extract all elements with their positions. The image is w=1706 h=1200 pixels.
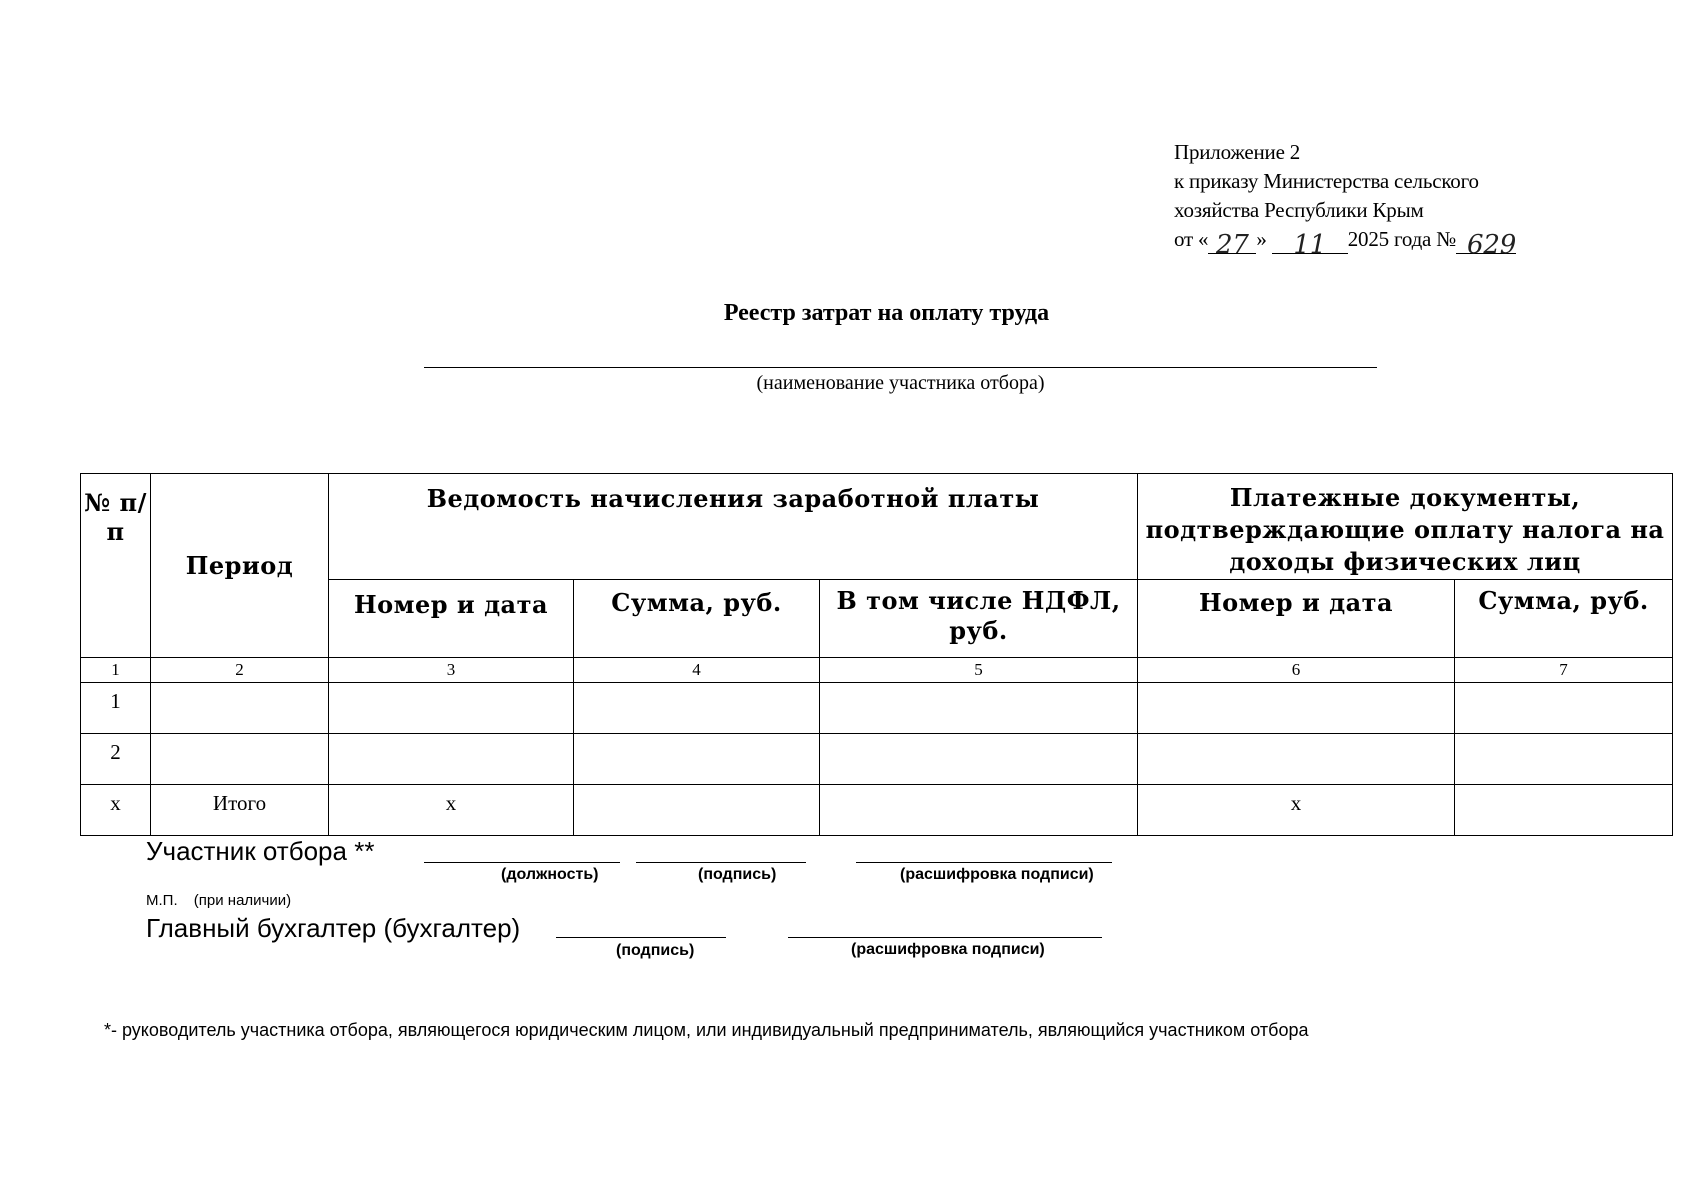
table-cell bbox=[574, 734, 820, 785]
table-cell bbox=[329, 683, 574, 734]
participant-signature-label: Участник отбора ** bbox=[146, 836, 375, 866]
col-number: 4 bbox=[574, 658, 820, 683]
table-cell: х bbox=[1138, 785, 1455, 836]
decoding-line bbox=[856, 862, 1112, 863]
table-cell: х bbox=[81, 785, 151, 836]
participant-name-line bbox=[424, 367, 1377, 368]
table-cell: 1 bbox=[81, 683, 151, 734]
table-row-total bbox=[81, 785, 1673, 836]
appendix-order: к приказу Министерства сельского bbox=[1174, 169, 1479, 193]
handwritten-day: 27 bbox=[1216, 230, 1249, 260]
accountant-signature-label: Главный бухгалтер (бухгалтер) bbox=[146, 913, 521, 943]
stamp-label: М.П. bbox=[146, 892, 178, 909]
position-caption: (должность) bbox=[501, 866, 599, 883]
handwritten-month: 11 bbox=[1293, 230, 1327, 260]
col-header-period: Период bbox=[151, 474, 329, 658]
subheader-sum: Сумма, руб. bbox=[574, 580, 820, 658]
group-header-payments: Платежные документы, подтверждающие оплату налога на доходы физических лиц bbox=[1138, 474, 1673, 580]
accountant-signature-caption: (подпись) bbox=[616, 942, 695, 959]
table-row bbox=[81, 734, 1673, 785]
col-number: 7 bbox=[1455, 658, 1673, 683]
signature-caption: (подпись) bbox=[698, 866, 777, 883]
appendix-date-line: от « 27 » 11 2025 года № 629 bbox=[1174, 227, 1517, 260]
handwritten-number: 629 bbox=[1467, 230, 1517, 260]
table-cell: х bbox=[329, 785, 574, 836]
table-cell bbox=[820, 785, 1138, 836]
subheader-ndfl: В том числе НДФЛ, руб. bbox=[820, 580, 1138, 658]
date-year: 2025 года № bbox=[1347, 227, 1457, 251]
table-cell bbox=[574, 785, 820, 836]
stamp-condition: (при наличии) bbox=[193, 892, 292, 909]
footnote: *- руководитель участника отбора, являющегося юридическим лицом, или индивидуальный предприниматель, являющийся участником отбора bbox=[104, 1020, 1309, 1040]
table-cell bbox=[820, 683, 1138, 734]
table-cell: 2 bbox=[81, 734, 151, 785]
decoding-caption: (расшифровка подписи) bbox=[900, 866, 1094, 883]
stamp-note bbox=[146, 892, 291, 909]
accountant-signature-line bbox=[556, 937, 726, 938]
accountant-decoding-caption: (расшифровка подписи) bbox=[851, 941, 1045, 958]
table-cell bbox=[1138, 734, 1455, 785]
subheader-number-date-2: Номер и дата bbox=[1138, 580, 1455, 658]
col-number: 3 bbox=[329, 658, 574, 683]
table-cell bbox=[1138, 683, 1455, 734]
subheader-sum-2: Сумма, руб. bbox=[1455, 580, 1673, 658]
col-header-no: № п/п bbox=[81, 474, 151, 658]
appendix-block bbox=[1174, 138, 1517, 260]
table-row bbox=[81, 683, 1673, 734]
table-cell bbox=[820, 734, 1138, 785]
participant-caption: (наименование участника отбора) bbox=[756, 372, 1045, 394]
position-line bbox=[424, 862, 620, 863]
table-cell bbox=[1455, 734, 1673, 785]
table-cell bbox=[151, 734, 329, 785]
table-cell bbox=[151, 683, 329, 734]
appendix-ministry: хозяйства Республики Крым bbox=[1174, 198, 1424, 222]
register-table bbox=[80, 473, 1673, 836]
date-prefix: от « bbox=[1174, 227, 1209, 251]
col-number: 1 bbox=[81, 658, 151, 683]
group-header-payroll: Ведомость начисления заработной платы bbox=[329, 474, 1138, 580]
table-cell bbox=[1455, 785, 1673, 836]
table-cell bbox=[574, 683, 820, 734]
table-cell bbox=[1455, 683, 1673, 734]
subheader-number-date: Номер и дата bbox=[329, 580, 574, 658]
table-cell: Итого bbox=[151, 785, 329, 836]
table-cell bbox=[329, 734, 574, 785]
col-number: 6 bbox=[1138, 658, 1455, 683]
appendix-title: Приложение 2 bbox=[1174, 140, 1301, 164]
document-title: Реестр затрат на оплату труда bbox=[723, 300, 1050, 326]
signature-line bbox=[636, 862, 806, 863]
col-number: 5 bbox=[820, 658, 1138, 683]
accountant-decoding-line bbox=[788, 937, 1102, 938]
col-number: 2 bbox=[151, 658, 329, 683]
